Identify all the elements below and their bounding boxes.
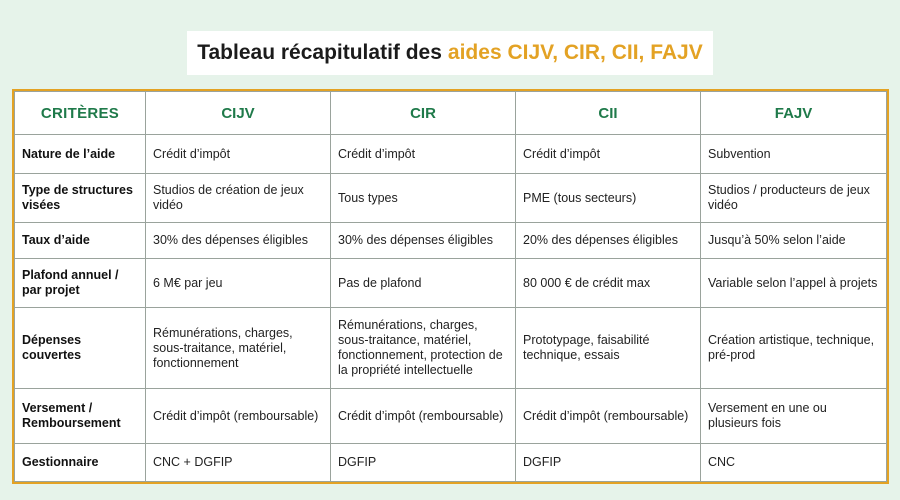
table-row [15,135,887,174]
table-row [15,444,887,482]
table-cell: Crédit d’impôt [331,135,516,174]
summary-table [14,91,887,482]
table-cell: 30% des dépenses éligibles [146,223,331,259]
table-cell: 30% des dépenses éligibles [331,223,516,259]
table-cell: Crédit d’impôt [516,135,701,174]
row-label: Gestionnaire [15,444,146,482]
table-cell: DGFIP [331,444,516,482]
table-cell: Rémunérations, charges, sous-traitance, matériel, fonctionnement, protection de la propriété intellectuelle [331,308,516,389]
table-header-row [15,92,887,135]
title-prefix: Tableau récapitulatif des [197,41,442,64]
table-cell: 20% des dépenses éligibles [516,223,701,259]
header-cijv: CIJV [146,92,331,135]
row-label: Plafond annuel / par projet [15,259,146,308]
table-cell: Rémunérations, charges, sous-traitance, matériel, fonctionnement [146,308,331,389]
table-cell: 80 000 € de crédit max [516,259,701,308]
table-cell: Création artistique, technique, pré-prod [701,308,887,389]
title-accent: aides CIJV, CIR, CII, FAJV [447,41,703,64]
table-cell: CNC [701,444,887,482]
header-fajv: FAJV [701,92,887,135]
table-cell: PME (tous secteurs) [516,174,701,223]
table-row [15,308,887,389]
row-label: Type de structures visées [15,174,146,223]
table-cell: Subvention [701,135,887,174]
table-cell: Crédit d’impôt (remboursable) [516,389,701,444]
table-cell: Jusqu’à 50% selon l’aide [701,223,887,259]
table-cell: Versement en une ou plusieurs fois [701,389,887,444]
table-cell: Studios de création de jeux vidéo [146,174,331,223]
row-label: Dépenses couvertes [15,308,146,389]
table-row [15,259,887,308]
table-cell: Tous types [331,174,516,223]
page-title [187,31,713,75]
table-cell: Prototypage, faisabilité technique, essais [516,308,701,389]
header-cii: CII [516,92,701,135]
table-cell: Crédit d’impôt (remboursable) [146,389,331,444]
table-cell: DGFIP [516,444,701,482]
table-row [15,223,887,259]
row-label: Taux d’aide [15,223,146,259]
row-label: Nature de l’aide [15,135,146,174]
header-criteres: CRITÈRES [15,92,146,135]
table-cell: Variable selon l’appel à projets [701,259,887,308]
table-cell: Crédit d’impôt [146,135,331,174]
table-cell: Crédit d’impôt (remboursable) [331,389,516,444]
table-cell: Studios / producteurs de jeux vidéo [701,174,887,223]
table-row [15,389,887,444]
header-cir: CIR [331,92,516,135]
table-row [15,174,887,223]
table-cell: Pas de plafond [331,259,516,308]
row-label: Versement / Remboursement [15,389,146,444]
table-cell: 6 M€ par jeu [146,259,331,308]
table-cell: CNC + DGFIP [146,444,331,482]
